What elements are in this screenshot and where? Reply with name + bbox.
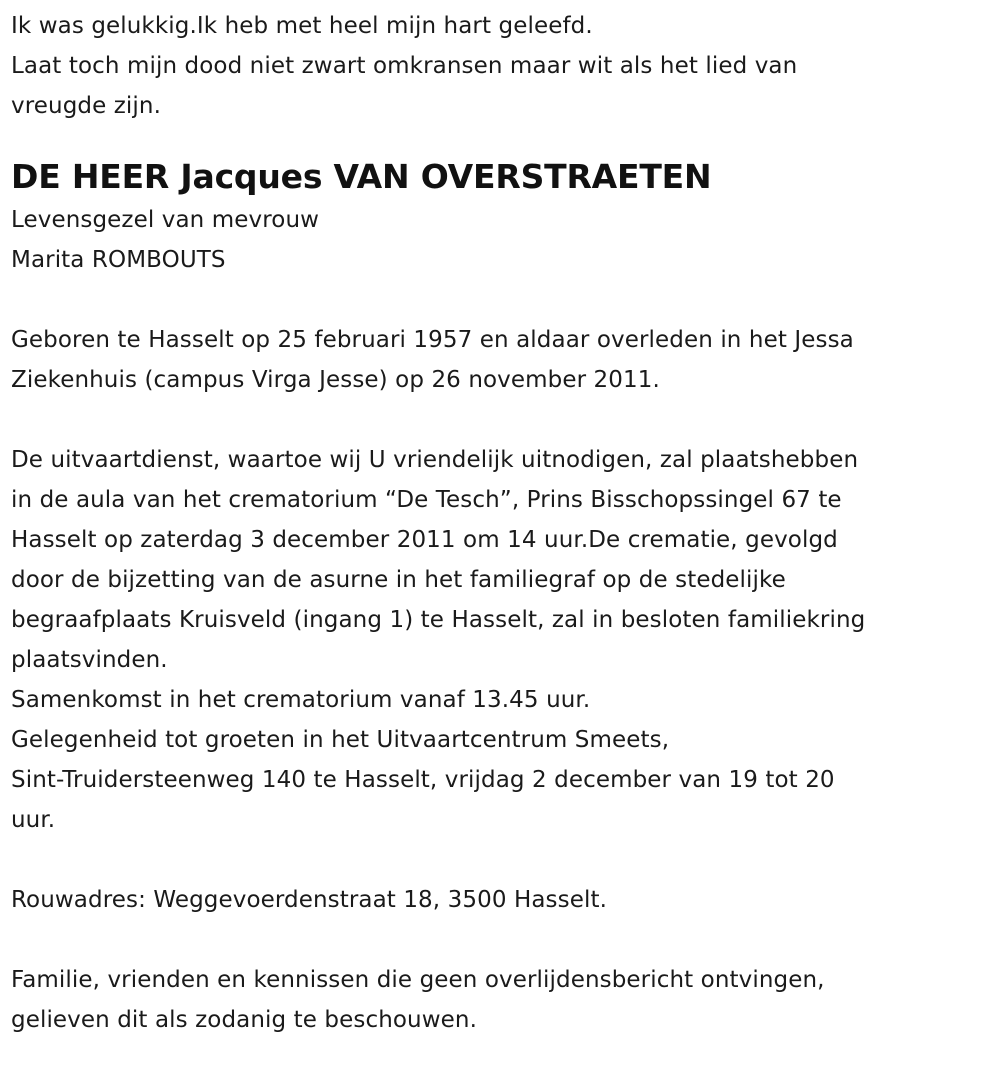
service-line: in de aula van het crematorium “De Tesch”, Prins Bisschopssingel 67 te (11, 487, 842, 513)
spacer (11, 126, 1000, 154)
service-line: plaatsvinden. (11, 647, 168, 673)
closing-line: gelieven dit als zodanig te beschouwen. (11, 1007, 477, 1033)
spacer (11, 280, 1000, 320)
service-line: Hasselt op zaterdag 3 december 2011 om 14 uur.De crematie, gevolgd (11, 527, 838, 553)
service-line: De uitvaartdienst, waartoe wij U vriendelijk uitnodigen, zal plaatshebben (11, 447, 859, 473)
address-line: Rouwadres: Weggevoerdenstraat 18, 3500 Hasselt. (11, 887, 607, 913)
service-text (11, 440, 1000, 840)
relation-line: Levensgezel van mevrouw (11, 207, 320, 233)
relation-line: Marita ROMBOUTS (11, 247, 226, 273)
poem-line: Ik was gelukkig.Ik heb met heel mijn hart geleefd. (11, 13, 593, 39)
birth-death-line: Geboren te Hasselt op 25 februari 1957 en aldaar overleden in het Jessa (11, 327, 854, 353)
poem-line: Laat toch mijn dood niet zwart omkransen maar wit als het lied van (11, 53, 798, 79)
relation (11, 200, 1000, 280)
service-line: Samenkomst in het crematorium vanaf 13.45 uur. (11, 687, 591, 713)
poem-line: vreugde zijn. (11, 93, 161, 119)
spacer (11, 840, 1000, 880)
closing-text (11, 960, 1000, 1040)
service-line: begraafplaats Kruisveld (ingang 1) te Hasselt, zal in besloten familiekring (11, 607, 866, 633)
birth-death-line: Ziekenhuis (campus Virga Jesse) op 26 november 2011. (11, 367, 660, 393)
address-text (11, 880, 1000, 920)
deceased-name: DE HEER Jacques VAN OVERSTRAETEN (11, 157, 712, 196)
spacer (11, 920, 1000, 960)
spacer (11, 400, 1000, 440)
service-line: Gelegenheid tot groeten in het Uitvaartcentrum Smeets, (11, 727, 670, 753)
poem (11, 6, 1000, 126)
service-line: uur. (11, 807, 56, 833)
service-line: Sint-Truidersteenweg 140 te Hasselt, vrijdag 2 december van 19 tot 20 (11, 767, 835, 793)
birth-death-text (11, 320, 1000, 400)
closing-line: Familie, vrienden en kennissen die geen overlijdensbericht ontvingen, (11, 967, 825, 993)
service-line: door de bijzetting van de asurne in het familiegraf op de stedelijke (11, 567, 786, 593)
